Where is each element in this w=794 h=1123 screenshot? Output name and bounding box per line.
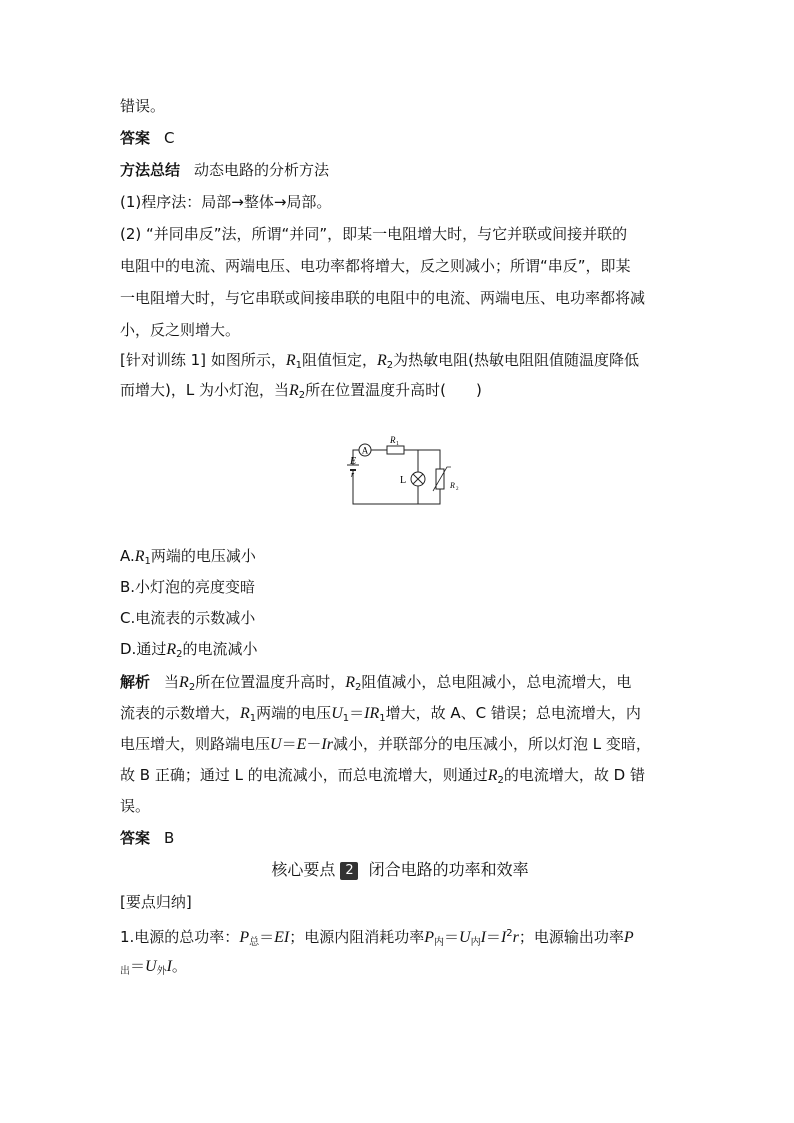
- svg-text:R: R: [390, 435, 396, 445]
- analysis-line-2: 流表的示数增大，$R_1$两端的电压$U_1=IR_1$增大，故 A、C 错误；总电流增大，内: [120, 704, 641, 724]
- analysis-line-3: 电压增大，则路端电压U＝E－Ir减小，并联部分的电压减小，所以灯泡 L 变暗，: [120, 735, 651, 753]
- option-b: B.小灯泡的亮度变暗: [120, 578, 256, 596]
- method-item-2-line-4: 小，反之则增大。: [120, 321, 241, 339]
- method-item-1: (1)程序法：局部→整体→局部。: [120, 193, 332, 211]
- answer-label: 答案: [120, 829, 151, 847]
- svg-text:L: L: [400, 475, 407, 486]
- exercise-line-2: 而增大)，L 为小灯泡，当$R_2$所在位置温度升高时( ): [120, 381, 482, 401]
- method-label: 方法总结: [120, 161, 181, 179]
- svg-text:2: 2: [456, 487, 459, 492]
- svg-text:A: A: [361, 445, 369, 456]
- resistor-r1: [387, 446, 404, 454]
- svg-text:1: 1: [396, 441, 399, 447]
- answer-1: [120, 128, 680, 148]
- summary-label: [要点归纳]: [120, 893, 192, 911]
- option-d: D.通过$R_2$的电流减小: [120, 640, 258, 660]
- answer-label: 答案: [120, 129, 151, 147]
- method-title: 动态电路的分析方法: [194, 161, 330, 179]
- analysis-line-5: 误。: [120, 797, 151, 815]
- svg-text:r: r: [351, 470, 355, 479]
- answer-value: B: [164, 829, 175, 847]
- svg-text:E: E: [350, 456, 357, 467]
- section-number-badge: 2: [340, 862, 358, 880]
- power-line-2: $_出=U_外I$。: [120, 957, 187, 977]
- circuit-diagram: [340, 432, 470, 514]
- top-text: 错误。: [120, 97, 166, 115]
- option-c: C.电流表的示数减小: [120, 609, 256, 627]
- exercise-line-1: [针对训练 1] 如图所示，$R_1$阻值恒定，$R_2$为热敏电阻(热敏电阻阻值随温度降低: [120, 351, 640, 371]
- answer-2: [120, 828, 680, 848]
- option-a: $A.R_1$两端的电压减小: [120, 547, 256, 567]
- analysis-line-4: 故 B 正确；通过 L 的电流减小，而总电流增大，则通过$R_2$的电流增大，故 D 错: [120, 766, 645, 786]
- answer-value: C: [164, 129, 175, 147]
- exercise-tag: [针对训练 1]: [120, 351, 207, 369]
- section-heading: 核心要点 2 闭合电路的功率和效率: [271, 860, 529, 879]
- svg-text:R: R: [450, 481, 455, 490]
- power-line-1: 1.电源的总功率：$P_总=EI$；电源内阻消耗功率$P_内=U_内I=I^2r$；电源输出功率P: [120, 928, 634, 948]
- method-item-2-line-2: 电阻中的电流、两端电压、电功率都将增大，反之则减小；所谓“串反”，即某: [120, 257, 631, 275]
- method-item-2-line-3: 一电阻增大时，与它串联或间接串联的电阻中的电流、两端电压、电功率都将减: [120, 289, 646, 307]
- analysis-line-1: 解析 当$R_2$所在位置温度升高时，$R_2$阻值减小，总电阻减小，总电流增大，电: [120, 673, 632, 693]
- analysis-label: 解析: [120, 673, 151, 691]
- method-item-2-line-1: (2) “并同串反”法，所谓“并同”，即某一电阻增大时，与它并联或间接并联的: [120, 225, 628, 243]
- method-summary: [120, 160, 680, 180]
